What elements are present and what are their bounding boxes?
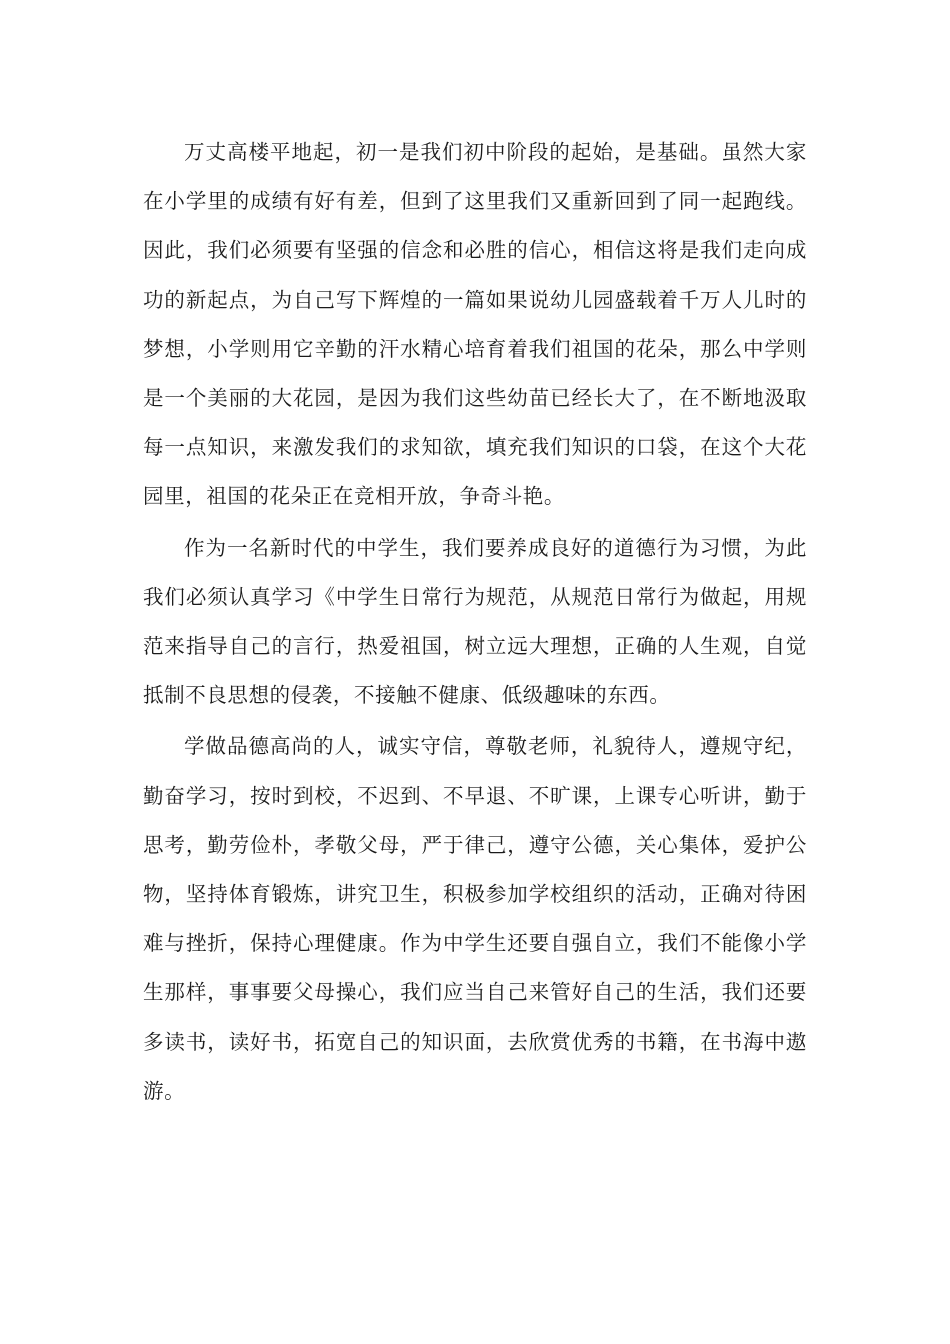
paragraph-2: 作为一名新时代的中学生，我们要养成良好的道德行为习惯，为此我们必须认真学习《中学生日常行为规范，从规范日常行为做起，用规范来指导自己的言行，热爱祖国，树立远大理想，正确的人生观，自觉抵制不良思想的侵袭，不接触不健康、低级趣味的东西。 xyxy=(143,535,807,708)
document-body xyxy=(143,128,807,1116)
paragraph-3: 学做品德高尚的人，诚实守信，尊敬老师，礼貌待人，遵规守纪，勤奋学习，按时到校，不迟到、不早退、不旷课，上课专心听讲，勤于思考，勤劳俭朴，孝敬父母，严于律己，遵守公德，关心集体，爱护公物，坚持体育锻炼，讲究卫生，积极参加学校组织的活动，正确对待困难与挫折，保持心理健康。作为中学生还要自强自立，我们不能像小学生那样，事事要父母操心，我们应当自己来管好自己的生活，我们还要多读书，读好书，拓宽自己的知识面，去欣赏优秀的书籍，在书海中遨游。 xyxy=(143,734,807,1103)
paragraph-1: 万丈高楼平地起，初一是我们初中阶段的起始，是基础。虽然大家在小学里的成绩有好有差，但到了这里我们又重新回到了同一起跑线。因此，我们必须要有坚强的信念和必胜的信心，相信这将是我们走向成功的新起点，为自己写下辉煌的一篇如果说幼儿园盛载着千万人儿时的梦想，小学则用它辛勤的汗水精心培育着我们祖国的花朵，那么中学则是一个美丽的大花园，是因为我们这些幼苗已经长大了，在不断地汲取每一点知识，来激发我们的求知欲，填充我们知识的口袋，在这个大花园里，祖国的花朵正在竞相开放，争奇斗艳。 xyxy=(143,140,807,509)
